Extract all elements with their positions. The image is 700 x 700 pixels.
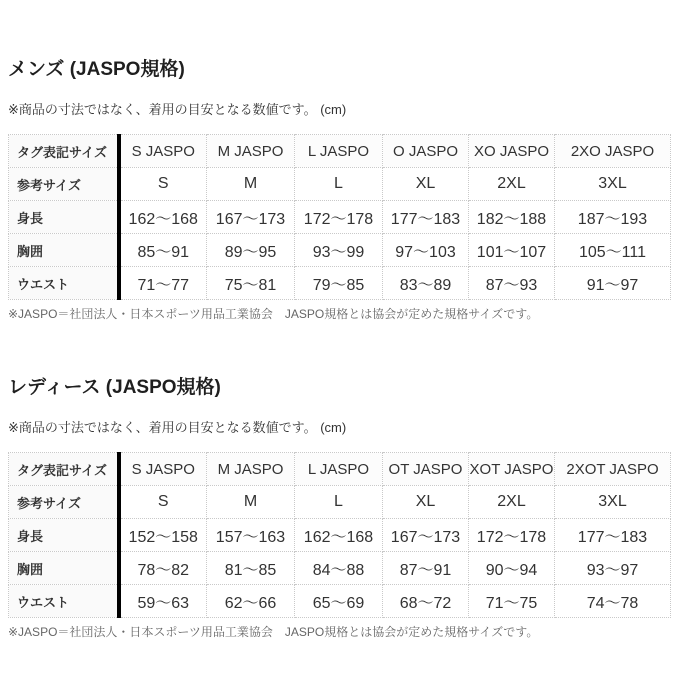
size-cell: 65～69 bbox=[295, 585, 383, 618]
ladies-section-title: レディース (JASPO規格) bbox=[8, 377, 221, 398]
size-cell: 172～178 bbox=[469, 519, 555, 552]
row-label-tag-size: タグ表記サイズ bbox=[9, 135, 119, 168]
size-cell: M JASPO bbox=[207, 135, 295, 168]
size-cell: 2XL bbox=[469, 168, 555, 201]
size-cell: 101～107 bbox=[469, 234, 555, 267]
size-cell: 2XL bbox=[469, 486, 555, 519]
size-cell: 81～85 bbox=[207, 552, 295, 585]
size-cell: 84～88 bbox=[295, 552, 383, 585]
size-cell: 162～168 bbox=[119, 201, 207, 234]
size-cell: 177～183 bbox=[555, 519, 671, 552]
size-cell: 71～75 bbox=[469, 585, 555, 618]
size-cell: 75～81 bbox=[207, 267, 295, 300]
row-label-height: 身長 bbox=[9, 519, 119, 552]
size-cell: XO JASPO bbox=[469, 135, 555, 168]
size-cell: 3XL bbox=[555, 486, 671, 519]
size-cell: 91～97 bbox=[555, 267, 671, 300]
mens-section bbox=[6, 57, 688, 322]
size-cell: 2XO JASPO bbox=[555, 135, 671, 168]
ladies-size-table bbox=[8, 452, 671, 618]
row-label-chest: 胸囲 bbox=[9, 552, 119, 585]
size-cell: 62～66 bbox=[207, 585, 295, 618]
size-cell: 78～82 bbox=[119, 552, 207, 585]
size-cell: S JASPO bbox=[119, 135, 207, 168]
size-cell: 68～72 bbox=[383, 585, 469, 618]
size-cell: 152～158 bbox=[119, 519, 207, 552]
mens-size-table bbox=[8, 134, 671, 300]
size-cell: 2XOT JASPO bbox=[555, 453, 671, 486]
size-cell: S bbox=[119, 486, 207, 519]
size-cell: 87～93 bbox=[469, 267, 555, 300]
ladies-jaspo-footnote: ※JASPO＝社団法人・日本スポーツ用品工業協会 JASPO規格とは協会が定めた規格サイズです。 bbox=[8, 625, 539, 639]
size-cell: 83～89 bbox=[383, 267, 469, 300]
size-cell: 157～163 bbox=[207, 519, 295, 552]
size-cell: 97～103 bbox=[383, 234, 469, 267]
row-label-ref-size: 参考サイズ bbox=[9, 168, 119, 201]
table-row bbox=[9, 234, 671, 267]
ladies-section bbox=[6, 375, 688, 640]
size-cell: 87～91 bbox=[383, 552, 469, 585]
size-cell: 187～193 bbox=[555, 201, 671, 234]
size-cell: M bbox=[207, 486, 295, 519]
size-cell: XOT JASPO bbox=[469, 453, 555, 486]
size-cell: 74～78 bbox=[555, 585, 671, 618]
table-row bbox=[9, 135, 671, 168]
size-cell: S bbox=[119, 168, 207, 201]
table-row bbox=[9, 168, 671, 201]
table-row bbox=[9, 486, 671, 519]
mens-section-title: メンズ (JASPO規格) bbox=[8, 59, 185, 80]
size-cell: O JASPO bbox=[383, 135, 469, 168]
size-cell: 167～173 bbox=[207, 201, 295, 234]
table-row bbox=[9, 552, 671, 585]
size-cell: XL bbox=[383, 168, 469, 201]
size-cell: 105～111 bbox=[555, 234, 671, 267]
row-label-ref-size: 参考サイズ bbox=[9, 486, 119, 519]
size-cell: 182～188 bbox=[469, 201, 555, 234]
table-row bbox=[9, 585, 671, 618]
row-label-waist: ウエスト bbox=[9, 267, 119, 300]
row-label-chest: 胸囲 bbox=[9, 234, 119, 267]
size-cell: 71～77 bbox=[119, 267, 207, 300]
size-cell: 177～183 bbox=[383, 201, 469, 234]
row-label-tag-size: タグ表記サイズ bbox=[9, 453, 119, 486]
table-row bbox=[9, 453, 671, 486]
size-cell: 89～95 bbox=[207, 234, 295, 267]
table-row bbox=[9, 201, 671, 234]
size-cell: 79～85 bbox=[295, 267, 383, 300]
size-cell: L JASPO bbox=[295, 453, 383, 486]
size-cell: S JASPO bbox=[119, 453, 207, 486]
row-label-waist: ウエスト bbox=[9, 585, 119, 618]
size-cell: 90～94 bbox=[469, 552, 555, 585]
size-cell: 3XL bbox=[555, 168, 671, 201]
ladies-measure-note: ※商品の寸法ではなく、着用の目安となる数値です。 (cm) bbox=[8, 420, 347, 435]
row-label-height: 身長 bbox=[9, 201, 119, 234]
size-cell: 93～99 bbox=[295, 234, 383, 267]
mens-measure-note: ※商品の寸法ではなく、着用の目安となる数値です。 (cm) bbox=[8, 102, 347, 117]
size-cell: 162～168 bbox=[295, 519, 383, 552]
size-cell: XL bbox=[383, 486, 469, 519]
size-cell: 93～97 bbox=[555, 552, 671, 585]
size-cell: L bbox=[295, 168, 383, 201]
size-cell: 167～173 bbox=[383, 519, 469, 552]
size-cell: L JASPO bbox=[295, 135, 383, 168]
size-cell: L bbox=[295, 486, 383, 519]
table-row bbox=[9, 519, 671, 552]
size-cell: 59～63 bbox=[119, 585, 207, 618]
size-cell: OT JASPO bbox=[383, 453, 469, 486]
size-cell: 85～91 bbox=[119, 234, 207, 267]
mens-jaspo-footnote: ※JASPO＝社団法人・日本スポーツ用品工業協会 JASPO規格とは協会が定めた規格サイズです。 bbox=[8, 307, 539, 321]
table-row bbox=[9, 267, 671, 300]
size-cell: M JASPO bbox=[207, 453, 295, 486]
size-cell: M bbox=[207, 168, 295, 201]
size-cell: 172～178 bbox=[295, 201, 383, 234]
